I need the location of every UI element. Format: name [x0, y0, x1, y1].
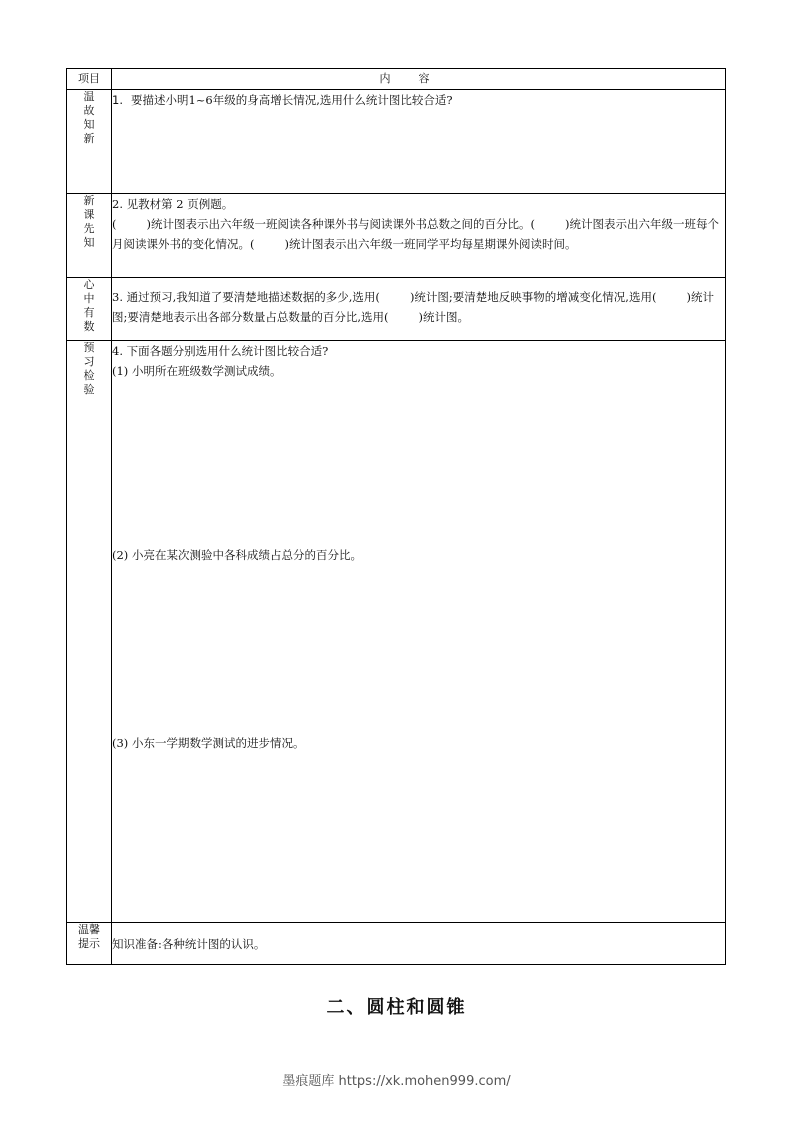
row-label-preview: 新课先知	[67, 194, 112, 278]
question-4	[112, 341, 726, 923]
question-4-intro: 4. 下面各题分别选用什么统计图比较合适?	[112, 344, 329, 358]
question-3-part-2: )统计图;要清楚地反映事物的增减变化情况,选用(	[409, 290, 657, 304]
question-3	[112, 278, 726, 341]
question-2-text-a: )统计图表示出六年级一班阅读各种课外书与阅读课外书总数之间的百分比。(	[146, 217, 535, 231]
question-2-text-b: )统计图表示出六年级一班每个月阅读课外书的变化情况。(	[112, 217, 719, 251]
row-label-review: 温故知新	[67, 90, 112, 194]
question-1-number: 1.	[112, 93, 123, 107]
answer-area-3[interactable]	[112, 753, 725, 913]
question-2	[112, 194, 726, 278]
question-1	[112, 90, 726, 194]
answer-area-1[interactable]	[112, 381, 725, 545]
row-preview	[67, 194, 726, 278]
question-4-sub-3: (3) 小东一学期数学测试的进步情况。	[112, 736, 305, 750]
row-label-check: 预习检验	[67, 341, 112, 923]
question-2-intro: 2. 见教材第 2 页例题。	[112, 197, 234, 211]
row-review	[67, 90, 726, 194]
question-2-text-c: )统计图表示出六年级一班同学平均每星期课外阅读时间。	[284, 237, 577, 251]
answer-area-2[interactable]	[112, 565, 725, 733]
question-4-sub-2: (2) 小亮在某次测验中各科成绩占总分的百分比。	[112, 548, 362, 562]
question-3-part-4: )统计图。	[418, 310, 470, 324]
worksheet-table	[66, 68, 726, 965]
section-title: 二、圆柱和圆锥	[326, 997, 467, 1018]
row-label-mindful: 心中有数	[67, 278, 112, 341]
question-3-part-1: 3. 通过预习,我知道了要清楚地描述数据的多少,选用(	[112, 290, 380, 304]
row-tips	[67, 923, 726, 965]
question-1-text: 要描述小明1~6年级的身高增长情况,选用什么统计图比较合适?	[130, 93, 453, 107]
row-check	[67, 341, 726, 923]
row-label-tips: 温馨提示	[67, 923, 112, 965]
question-4-sub-1: (1) 小明所在班级数学测试成绩。	[112, 364, 282, 378]
row-mindful	[67, 278, 726, 341]
question-2-blank-open: (	[112, 217, 117, 231]
footer-watermark: 墨痕题库 https://xk.mohen999.com/	[282, 1074, 511, 1089]
header-item: 项目	[67, 69, 112, 90]
question-3-part-3: )统计图;要清楚地表示出各部分数量占总数量的百分比,选用(	[112, 290, 714, 324]
tips-text: 知识准备:各种统计图的认识。	[112, 923, 726, 965]
header-row	[67, 69, 726, 90]
header-content: 内容	[112, 69, 726, 90]
